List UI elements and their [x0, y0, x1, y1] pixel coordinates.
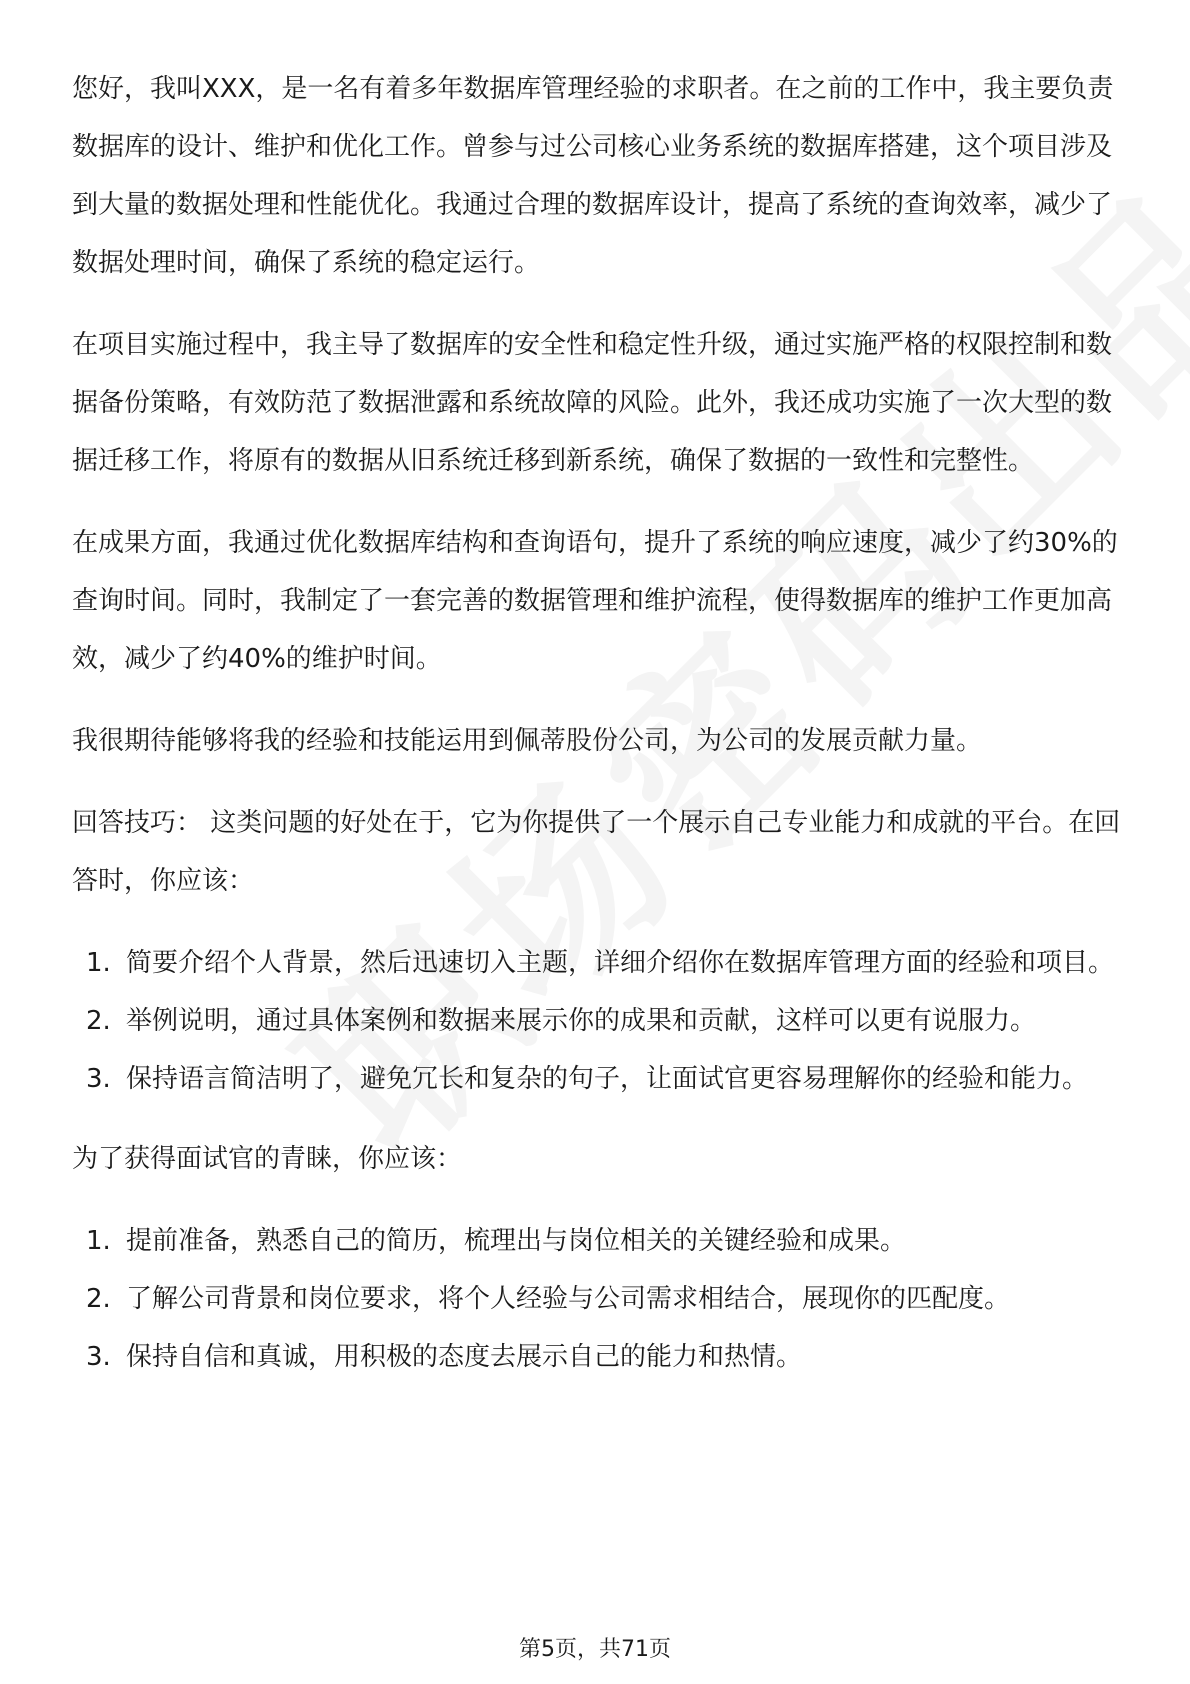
- list-item-text: 简要介绍个人背景，然后迅速切入主题，详细介绍你在数据库管理方面的经验和项目。: [126, 948, 1115, 978]
- list-item-text: 提前准备，熟悉自己的简历，梳理出与岗位相关的关键经验和成果。: [126, 1226, 907, 1256]
- paragraph-project: 在项目实施过程中，我主导了数据库的安全性和稳定性升级，通过实施严格的权限控制和数据备份策略，有效防范了数据泄露和系统故障的风险。此外，我还成功实施了一次大型的数据迁移工作，将原有的数据从旧系统迁移到新系统，确保了数据的一致性和完整性。: [72, 330, 1113, 476]
- list-number: 3.: [86, 1342, 111, 1372]
- paragraph-tips: 回答技巧： 这类问题的好处在于，它为你提供了一个展示自己专业能力和成就的平台。在回答时，你应该：: [72, 808, 1121, 896]
- list-item-text: 保持语言简洁明了，避免冗长和复杂的句子，让面试官更容易理解你的经验和能力。: [126, 1064, 1089, 1094]
- list-item: [72, 1270, 1124, 1328]
- paragraph-intro: 您好，我叫XXX，是一名有着多年数据库管理经验的求职者。在之前的工作中，我主要负责数据库的设计、维护和优化工作。曾参与过公司核心业务系统的数据库搭建，这个项目涉及到大量的数据处理和性能优化。我通过合理的数据库设计，提高了系统的查询效率，减少了数据处理时间，确保了系统的稳定运行。: [72, 74, 1114, 278]
- list-item-text: 了解公司背景和岗位要求，将个人经验与公司需求相结合，展现你的匹配度。: [126, 1284, 1011, 1314]
- list-number: 1.: [86, 1226, 111, 1256]
- list-item: [72, 1212, 1124, 1270]
- tips-list: [72, 934, 1124, 1108]
- list-item: [72, 1328, 1124, 1386]
- paragraph-favor: 为了获得面试官的青睐，你应该：: [72, 1144, 463, 1174]
- paragraph-results: 在成果方面，我通过优化数据库结构和查询语句，提升了系统的响应速度，减少了约30%的查询时间。同时，我制定了一套完善的数据管理和维护流程，使得数据库的维护工作更加高效，减少了约40%的维护时间。: [72, 528, 1118, 674]
- list-item: [72, 1050, 1124, 1108]
- list-number: 2.: [86, 1284, 111, 1314]
- list-item: [72, 992, 1124, 1050]
- page-footer: 第5页，共71页: [519, 1637, 671, 1662]
- list-item: [72, 934, 1124, 992]
- list-number: 1.: [86, 948, 111, 978]
- paragraph-expectation: 我很期待能够将我的经验和技能运用到佩蒂股份公司，为公司的发展贡献力量。: [72, 726, 983, 756]
- favor-list: [72, 1212, 1124, 1386]
- document-body: [72, 60, 1124, 1408]
- list-item-text: 举例说明，通过具体案例和数据来展示你的成果和贡献，这样可以更有说服力。: [126, 1006, 1037, 1036]
- list-item-text: 保持自信和真诚，用积极的态度去展示自己的能力和热情。: [126, 1342, 803, 1372]
- list-number: 3.: [86, 1064, 111, 1094]
- list-number: 2.: [86, 1006, 111, 1036]
